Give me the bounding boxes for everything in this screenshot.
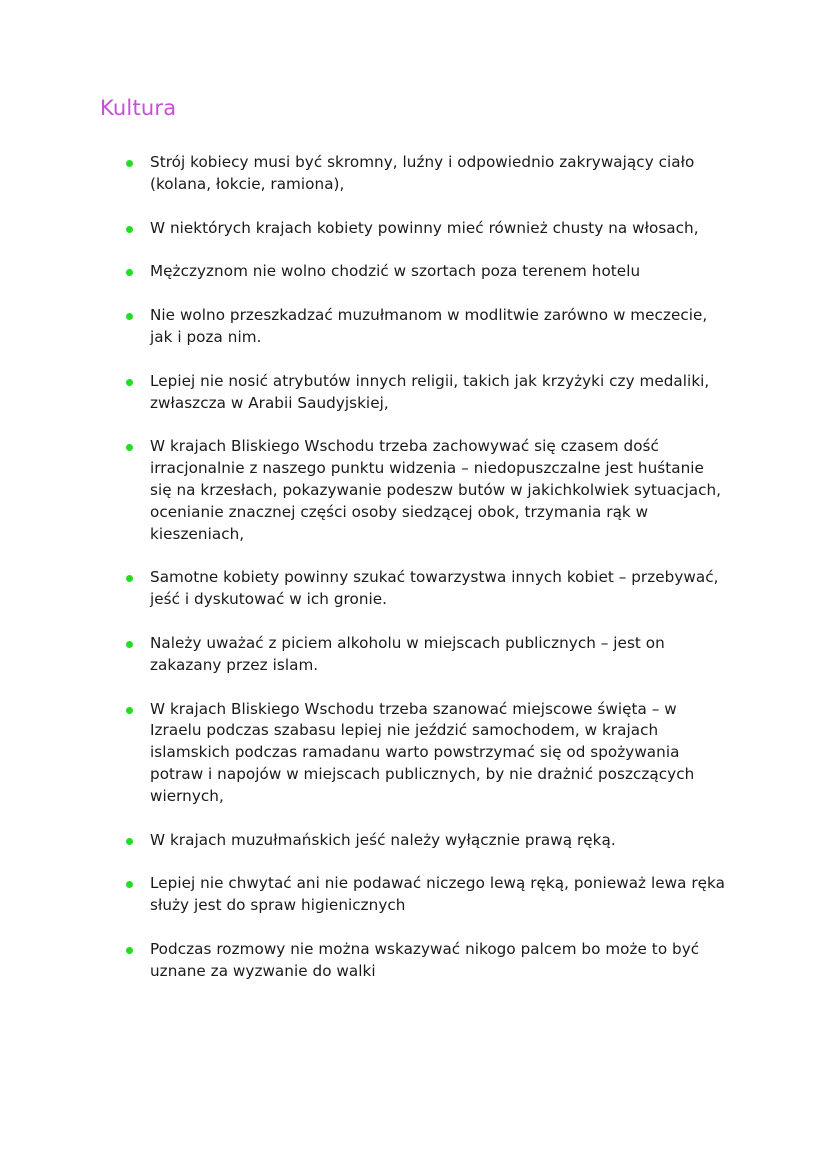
list-item — [126, 830, 726, 852]
list-item-text: W krajach Bliskiego Wschodu trzeba zachowywać się czasem dość irracjonalnie z naszego punktu widzenia – niedopuszczalne jest huśtanie się na krzesłach, pokazywanie podeszw butów w jakichkolwiek sytuacjach, ocenianie znacznej części osoby siedzącej obok, trzymania rąk w kieszeniach, — [150, 437, 722, 543]
list-item — [126, 218, 726, 240]
list-item-text: Lepiej nie nosić atrybutów innych religii, takich jak krzyżyki czy medaliki, zwłaszcza w Arabii Saudyjskiej, — [150, 371, 710, 412]
bullet-icon — [126, 707, 133, 714]
bullet-icon — [126, 444, 133, 451]
list-item — [126, 436, 726, 545]
bullet-icon — [126, 641, 133, 648]
bullet-icon — [126, 881, 133, 888]
list-item — [126, 152, 726, 196]
list-item-text: Podczas rozmowy nie można wskazywać nikogo palcem bo może to być uznane za wyzwanie do walki — [150, 939, 700, 980]
bullet-icon — [126, 313, 133, 320]
list-item — [126, 699, 726, 808]
list-item-text: Mężczyznom nie wolno chodzić w szortach poza terenem hotelu — [150, 262, 641, 281]
list-item-text: Samotne kobiety powinny szukać towarzystwa innych kobiet – przebywać, jeść i dyskutować w ich gronie. — [150, 568, 719, 609]
list-item-text: W krajach muzułmańskich jeść należy wyłącznie prawą ręką. — [150, 830, 616, 849]
bullet-icon — [126, 379, 133, 386]
bullet-icon — [126, 269, 133, 276]
list-item — [126, 939, 726, 983]
list-item — [126, 305, 726, 349]
bullet-icon — [126, 947, 133, 954]
bullet-icon — [126, 838, 133, 845]
bullet-icon — [126, 160, 133, 167]
list-item-text: Lepiej nie chwytać ani nie podawać niczego lewą ręką, ponieważ lewa ręka służy jest do spraw higienicznych — [150, 874, 725, 915]
list-item-text: Nie wolno przeszkadzać muzułmanom w modlitwie zarówno w meczecie, jak i poza nim. — [150, 306, 708, 346]
list-item-text: W krajach Bliskiego Wschodu trzeba szanować miejscowe święta – w Izraelu podczas szabasu lepiej nie jeździć samochodem, w krajach islamskich podczas ramadanu warto powstrzymać się od spożywania potraw i napojów w miejscach publicznych, by nie drażnić poszczących wiernych, — [150, 699, 695, 805]
list-item — [126, 633, 726, 677]
list-item-text: Strój kobiecy musi być skromny, luźny i odpowiednio zakrywający ciało (kolana, łokcie, ramiona), — [150, 153, 695, 193]
bullet-list — [126, 152, 726, 983]
list-item-text: Należy uważać z piciem alkoholu w miejscach publicznych – jest on zakazany przez islam. — [150, 633, 665, 674]
list-item — [126, 567, 726, 611]
bullet-icon — [126, 575, 133, 582]
list-item-text: W niektórych krajach kobiety powinny mieć również chusty na włosach, — [150, 218, 699, 237]
list-item — [126, 873, 726, 917]
section-heading: Kultura — [100, 96, 177, 120]
list-item — [126, 371, 726, 415]
list-item — [126, 261, 726, 283]
bullet-icon — [126, 226, 133, 233]
